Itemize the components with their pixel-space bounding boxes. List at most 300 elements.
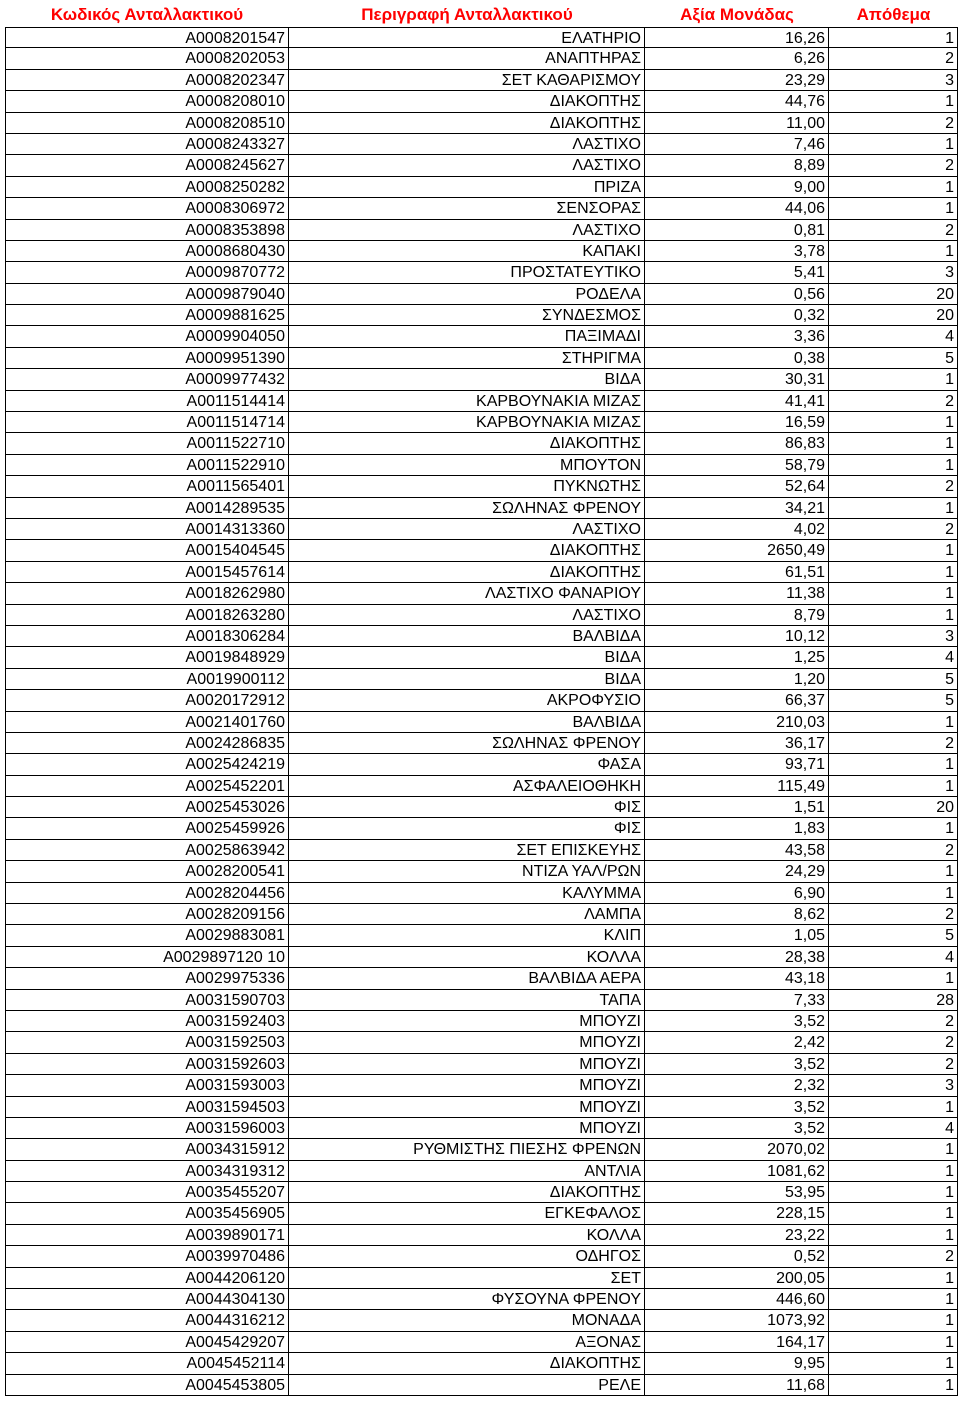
table-row (5, 1332, 958, 1353)
part-code-cell: A0018306284 (5, 626, 289, 647)
description-cell: ΚΟΛΛΑ (289, 947, 645, 968)
stock-cell: 1 (829, 583, 958, 604)
part-code-cell: A0009881625 (5, 305, 289, 326)
part-code-cell: A0044206120 (5, 1268, 289, 1289)
stock-cell: 2 (829, 476, 958, 497)
description-cell: ΔΙΑΚΟΠΤΗΣ (289, 113, 645, 134)
table-row (5, 369, 958, 390)
stock-cell: 1 (829, 1289, 958, 1310)
table-row (5, 134, 958, 155)
unit-price-cell: 16,26 (645, 27, 829, 48)
table-row (5, 647, 958, 668)
table-row (5, 840, 958, 861)
unit-price-cell: 2070,02 (645, 1139, 829, 1160)
stock-cell: 1 (829, 605, 958, 626)
table-row (5, 498, 958, 519)
part-code-cell: A0021401760 (5, 712, 289, 733)
part-code-cell: A0045429207 (5, 1332, 289, 1353)
header-part-description: Περιγραφή Ανταλλακτικού (361, 5, 573, 24)
part-code-cell: A0045453805 (5, 1375, 289, 1396)
description-cell: ΦΙΣ (289, 818, 645, 839)
table-body (5, 27, 958, 1396)
description-cell: ΣΩΛΗΝΑΣ ΦΡΕΝΟΥ (289, 498, 645, 519)
stock-cell: 1 (829, 198, 958, 219)
stock-cell: 1 (829, 177, 958, 198)
stock-cell: 2 (829, 391, 958, 412)
table-row (5, 818, 958, 839)
table-row (5, 48, 958, 69)
unit-price-cell: 24,29 (645, 861, 829, 882)
unit-price-cell: 1,25 (645, 647, 829, 668)
part-code-cell: A0018262980 (5, 583, 289, 604)
description-cell: ΜΠΟΥΖΙ (289, 1075, 645, 1096)
stock-cell: 1 (829, 1310, 958, 1331)
unit-price-cell: 115,49 (645, 776, 829, 797)
part-code-cell: A0014313360 (5, 519, 289, 540)
unit-price-cell: 8,89 (645, 155, 829, 176)
part-code-cell: A0035456905 (5, 1203, 289, 1224)
unit-price-cell: 7,46 (645, 134, 829, 155)
part-code-cell: A0008208510 (5, 113, 289, 134)
table-row (5, 968, 958, 989)
unit-price-cell: 11,68 (645, 1375, 829, 1396)
table-row (5, 348, 958, 369)
part-code-cell: A0009951390 (5, 348, 289, 369)
part-code-cell: A0008250282 (5, 177, 289, 198)
table-row (5, 1011, 958, 1032)
unit-price-cell: 228,15 (645, 1203, 829, 1224)
unit-price-cell: 2,42 (645, 1032, 829, 1053)
part-code-cell: A0011514714 (5, 412, 289, 433)
stock-cell: 2 (829, 1032, 958, 1053)
header-unit-price: Αξία Μονάδας (680, 5, 794, 24)
stock-cell: 2 (829, 1246, 958, 1267)
table-row (5, 113, 958, 134)
stock-cell: 1 (829, 883, 958, 904)
description-cell: ΛΑΣΤΙΧΟ (289, 220, 645, 241)
stock-cell: 1 (829, 562, 958, 583)
description-cell: ΔΙΑΚΟΠΤΗΣ (289, 562, 645, 583)
table-row (5, 1161, 958, 1182)
part-code-cell: A0014289535 (5, 498, 289, 519)
table-row (5, 198, 958, 219)
stock-cell: 3 (829, 1075, 958, 1096)
part-code-cell: A0009904050 (5, 326, 289, 347)
part-code-cell: A0011565401 (5, 476, 289, 497)
unit-price-cell: 93,71 (645, 754, 829, 775)
table-row (5, 284, 958, 305)
description-cell: ΒΙΔΑ (289, 369, 645, 390)
stock-cell: 1 (829, 1375, 958, 1396)
description-cell: ΑΚΡΟΦΥΣΙΟ (289, 690, 645, 711)
stock-cell: 2 (829, 220, 958, 241)
table-row (5, 947, 958, 968)
stock-cell: 1 (829, 1353, 958, 1374)
table-row (5, 925, 958, 946)
stock-cell: 1 (829, 712, 958, 733)
stock-cell: 1 (829, 91, 958, 112)
table-row (5, 690, 958, 711)
unit-price-cell: 1,83 (645, 818, 829, 839)
part-code-cell: A0034315912 (5, 1139, 289, 1160)
unit-price-cell: 3,52 (645, 1054, 829, 1075)
stock-cell: 5 (829, 669, 958, 690)
description-cell: ΒΑΛΒΙΔΑ (289, 712, 645, 733)
part-code-cell: A0034319312 (5, 1161, 289, 1182)
description-cell: ΒΙΔΑ (289, 669, 645, 690)
stock-cell: 4 (829, 947, 958, 968)
part-code-cell: A0025452201 (5, 776, 289, 797)
table-row (5, 1097, 958, 1118)
unit-price-cell: 3,52 (645, 1118, 829, 1139)
unit-price-cell: 23,22 (645, 1225, 829, 1246)
table-row (5, 583, 958, 604)
stock-cell: 1 (829, 1203, 958, 1224)
part-code-cell: A0031596003 (5, 1118, 289, 1139)
stock-cell: 1 (829, 1161, 958, 1182)
unit-price-cell: 44,76 (645, 91, 829, 112)
part-code-cell: A0045452114 (5, 1353, 289, 1374)
table-row (5, 733, 958, 754)
description-cell: ΒΙΔΑ (289, 647, 645, 668)
table-row (5, 754, 958, 775)
description-cell: ΜΠΟΥΤΟΝ (289, 455, 645, 476)
description-cell: ΛΑΜΠΑ (289, 904, 645, 925)
part-code-cell: A0008202053 (5, 48, 289, 69)
part-code-cell: A0008245627 (5, 155, 289, 176)
description-cell: ΑΝΤΛΙΑ (289, 1161, 645, 1182)
unit-price-cell: 86,83 (645, 433, 829, 454)
stock-cell: 1 (829, 861, 958, 882)
description-cell: ΛΑΣΤΙΧΟ (289, 155, 645, 176)
part-code-cell: A0009870772 (5, 262, 289, 283)
part-code-cell: A0011522710 (5, 433, 289, 454)
description-cell: ΜΟΝΑΔΑ (289, 1310, 645, 1331)
table-row (5, 540, 958, 561)
table-row (5, 861, 958, 882)
part-code-cell: A0028209156 (5, 904, 289, 925)
description-cell: ΣΕΤ ΚΑΘΑΡΙΣΜΟΥ (289, 70, 645, 91)
part-code-cell: A0025459926 (5, 818, 289, 839)
table-row (5, 1310, 958, 1331)
description-cell: ΛΑΣΤΙΧΟ (289, 605, 645, 626)
stock-cell: 1 (829, 1268, 958, 1289)
part-code-cell: A0028200541 (5, 861, 289, 882)
table-row (5, 433, 958, 454)
table-row (5, 519, 958, 540)
unit-price-cell: 41,41 (645, 391, 829, 412)
part-code-cell: A0031592403 (5, 1011, 289, 1032)
header-part-code: Κωδικός Ανταλλακτικού (50, 5, 244, 24)
header-stock: Απόθεμα (856, 5, 931, 24)
unit-price-cell: 8,62 (645, 904, 829, 925)
part-code-cell: A0044304130 (5, 1289, 289, 1310)
table-row (5, 990, 958, 1011)
table-row (5, 1225, 958, 1246)
stock-cell: 4 (829, 647, 958, 668)
stock-cell: 2 (829, 904, 958, 925)
part-code-cell: A0020172912 (5, 690, 289, 711)
description-cell: ΣΩΛΗΝΑΣ ΦΡΕΝΟΥ (289, 733, 645, 754)
part-code-cell: A0039890171 (5, 1225, 289, 1246)
description-cell: ΚΟΛΛΑ (289, 1225, 645, 1246)
table-row (5, 1075, 958, 1096)
stock-cell: 1 (829, 433, 958, 454)
unit-price-cell: 3,52 (645, 1011, 829, 1032)
unit-price-cell: 58,79 (645, 455, 829, 476)
table-row (5, 797, 958, 818)
part-code-cell: A0009977432 (5, 369, 289, 390)
unit-price-cell: 53,95 (645, 1182, 829, 1203)
part-code-cell: A0019848929 (5, 647, 289, 668)
table-row (5, 476, 958, 497)
description-cell: ΕΓΚΕΦΑΛΟΣ (289, 1203, 645, 1224)
unit-price-cell: 2650,49 (645, 540, 829, 561)
unit-price-cell: 43,18 (645, 968, 829, 989)
description-cell: ΒΑΛΒΙΔΑ (289, 626, 645, 647)
description-cell: ΑΣΦΑΛΕΙΟΘΗΚΗ (289, 776, 645, 797)
part-code-cell: A0015457614 (5, 562, 289, 583)
description-cell: ΣΕΝΣΟΡΑΣ (289, 198, 645, 219)
description-cell: ΦΥΣΟΥΝΑ ΦΡΕΝΟΥ (289, 1289, 645, 1310)
stock-cell: 1 (829, 540, 958, 561)
stock-cell: 1 (829, 241, 958, 262)
unit-price-cell: 30,31 (645, 369, 829, 390)
unit-price-cell: 44,06 (645, 198, 829, 219)
table-row (5, 776, 958, 797)
part-code-cell: A0019900112 (5, 669, 289, 690)
part-code-cell: A0028204456 (5, 883, 289, 904)
unit-price-cell: 0,52 (645, 1246, 829, 1267)
description-cell: ΠΥΚΝΩΤΗΣ (289, 476, 645, 497)
table-row (5, 1375, 958, 1396)
part-code-cell: A0008353898 (5, 220, 289, 241)
stock-cell: 1 (829, 1332, 958, 1353)
unit-price-cell: 3,36 (645, 326, 829, 347)
description-cell: ΤΑΠΑ (289, 990, 645, 1011)
description-cell: ΜΠΟΥΖΙ (289, 1097, 645, 1118)
description-cell: ΦΙΣ (289, 797, 645, 818)
description-cell: ΛΑΣΤΙΧΟ ΦΑΝΑΡΙΟΥ (289, 583, 645, 604)
unit-price-cell: 10,12 (645, 626, 829, 647)
stock-cell: 3 (829, 262, 958, 283)
table-row (5, 669, 958, 690)
stock-cell: 2 (829, 519, 958, 540)
description-cell: ΚΑΡΒΟΥΝΑΚΙΑ ΜΙΖΑΣ (289, 412, 645, 433)
table-header (5, 3, 958, 27)
description-cell: ΜΠΟΥΖΙ (289, 1032, 645, 1053)
unit-price-cell: 1081,62 (645, 1161, 829, 1182)
part-code-cell: A0031592603 (5, 1054, 289, 1075)
table-row (5, 241, 958, 262)
description-cell: ΚΑΛΥΜΜΑ (289, 883, 645, 904)
unit-price-cell: 3,78 (645, 241, 829, 262)
table-row (5, 412, 958, 433)
description-cell: ΔΙΑΚΟΠΤΗΣ (289, 540, 645, 561)
unit-price-cell: 446,60 (645, 1289, 829, 1310)
unit-price-cell: 0,32 (645, 305, 829, 326)
unit-price-cell: 2,32 (645, 1075, 829, 1096)
unit-price-cell: 4,02 (645, 519, 829, 540)
stock-cell: 5 (829, 925, 958, 946)
unit-price-cell: 164,17 (645, 1332, 829, 1353)
table-row (5, 177, 958, 198)
unit-price-cell: 0,38 (645, 348, 829, 369)
stock-cell: 1 (829, 1139, 958, 1160)
stock-cell: 1 (829, 1182, 958, 1203)
parts-table (5, 3, 958, 1396)
description-cell: ΚΑΠΑΚΙ (289, 241, 645, 262)
stock-cell: 1 (829, 968, 958, 989)
table-row (5, 626, 958, 647)
unit-price-cell: 11,38 (645, 583, 829, 604)
stock-cell: 3 (829, 70, 958, 91)
stock-cell: 1 (829, 1225, 958, 1246)
part-code-cell: A0029897120 10 (5, 947, 289, 968)
table-row (5, 1032, 958, 1053)
part-code-cell: A0008201547 (5, 27, 289, 48)
part-code-cell: A0025863942 (5, 840, 289, 861)
part-code-cell: A0011514414 (5, 391, 289, 412)
stock-cell: 1 (829, 134, 958, 155)
stock-cell: 2 (829, 1011, 958, 1032)
description-cell: ΛΑΣΤΙΧΟ (289, 134, 645, 155)
stock-cell: 3 (829, 626, 958, 647)
description-cell: ΔΙΑΚΟΠΤΗΣ (289, 91, 645, 112)
table-row (5, 1268, 958, 1289)
unit-price-cell: 1,05 (645, 925, 829, 946)
table-row (5, 605, 958, 626)
table-row (5, 712, 958, 733)
table-row (5, 883, 958, 904)
description-cell: ΚΑΡΒΟΥΝΑΚΙΑ ΜΙΖΑΣ (289, 391, 645, 412)
stock-cell: 1 (829, 498, 958, 519)
table-row (5, 1246, 958, 1267)
table-row (5, 91, 958, 112)
unit-price-cell: 16,59 (645, 412, 829, 433)
part-code-cell: A0008202347 (5, 70, 289, 91)
table-row (5, 1289, 958, 1310)
unit-price-cell: 34,21 (645, 498, 829, 519)
stock-cell: 2 (829, 48, 958, 69)
unit-price-cell: 9,95 (645, 1353, 829, 1374)
unit-price-cell: 210,03 (645, 712, 829, 733)
part-code-cell: A0008208010 (5, 91, 289, 112)
description-cell: ΒΑΛΒΙΔΑ ΑΕΡΑ (289, 968, 645, 989)
part-code-cell: A0031592503 (5, 1032, 289, 1053)
part-code-cell: A0008243327 (5, 134, 289, 155)
table-row (5, 562, 958, 583)
table-row (5, 220, 958, 241)
unit-price-cell: 200,05 (645, 1268, 829, 1289)
stock-cell: 1 (829, 369, 958, 390)
description-cell: ΣΕΤ ΕΠΙΣΚΕΥΗΣ (289, 840, 645, 861)
part-code-cell: A0015404545 (5, 540, 289, 561)
stock-cell: 1 (829, 455, 958, 476)
table-row (5, 155, 958, 176)
unit-price-cell: 1,51 (645, 797, 829, 818)
description-cell: ΟΔΗΓΟΣ (289, 1246, 645, 1267)
table-row (5, 904, 958, 925)
description-cell: ΡΥΘΜΙΣΤΗΣ ΠΙΕΣΗΣ ΦΡΕΝΩΝ (289, 1139, 645, 1160)
description-cell: ΔΙΑΚΟΠΤΗΣ (289, 1353, 645, 1374)
part-code-cell: A0011522910 (5, 455, 289, 476)
description-cell: ΝΤΙΖΑ ΥΑΛ/ΡΩΝ (289, 861, 645, 882)
description-cell: ΑΞΟΝΑΣ (289, 1332, 645, 1353)
stock-cell: 20 (829, 305, 958, 326)
unit-price-cell: 11,00 (645, 113, 829, 134)
description-cell: ΜΠΟΥΖΙ (289, 1118, 645, 1139)
unit-price-cell: 23,29 (645, 70, 829, 91)
description-cell: ΔΙΑΚΟΠΤΗΣ (289, 433, 645, 454)
table-row (5, 455, 958, 476)
part-code-cell: A0039970486 (5, 1246, 289, 1267)
unit-price-cell: 43,58 (645, 840, 829, 861)
description-cell: ΜΠΟΥΖΙ (289, 1054, 645, 1075)
part-code-cell: A0008680430 (5, 241, 289, 262)
part-code-cell: A0035455207 (5, 1182, 289, 1203)
part-code-cell: A0024286835 (5, 733, 289, 754)
unit-price-cell: 28,38 (645, 947, 829, 968)
description-cell: ΠΑΞΙΜΑΔΙ (289, 326, 645, 347)
stock-cell: 1 (829, 412, 958, 433)
stock-cell: 2 (829, 1054, 958, 1075)
part-code-cell: A0025453026 (5, 797, 289, 818)
table-row (5, 1118, 958, 1139)
description-cell: ΛΑΣΤΙΧΟ (289, 519, 645, 540)
unit-price-cell: 6,26 (645, 48, 829, 69)
description-cell: ΚΛΙΠ (289, 925, 645, 946)
unit-price-cell: 0,81 (645, 220, 829, 241)
description-cell: ΠΡΟΣΤΑΤΕΥΤΙΚΟ (289, 262, 645, 283)
stock-cell: 5 (829, 348, 958, 369)
stock-cell: 4 (829, 1118, 958, 1139)
unit-price-cell: 8,79 (645, 605, 829, 626)
unit-price-cell: 61,51 (645, 562, 829, 583)
unit-price-cell: 7,33 (645, 990, 829, 1011)
part-code-cell: A0044316212 (5, 1310, 289, 1331)
description-cell: ΑΝΑΠΤΗΡΑΣ (289, 48, 645, 69)
part-code-cell: A0029883081 (5, 925, 289, 946)
unit-price-cell: 52,64 (645, 476, 829, 497)
table-row (5, 1182, 958, 1203)
table-row (5, 1203, 958, 1224)
unit-price-cell: 6,90 (645, 883, 829, 904)
part-code-cell: A0031590703 (5, 990, 289, 1011)
table-row (5, 391, 958, 412)
part-code-cell: A0025424219 (5, 754, 289, 775)
unit-price-cell: 1073,92 (645, 1310, 829, 1331)
part-code-cell: A0009879040 (5, 284, 289, 305)
description-cell: ΣΥΝΔΕΣΜΟΣ (289, 305, 645, 326)
description-cell: ΡΕΛΕ (289, 1375, 645, 1396)
description-cell: ΣΤΗΡΙΓΜΑ (289, 348, 645, 369)
table-row (5, 27, 958, 48)
table-row (5, 1353, 958, 1374)
unit-price-cell: 5,41 (645, 262, 829, 283)
stock-cell: 5 (829, 690, 958, 711)
unit-price-cell: 9,00 (645, 177, 829, 198)
part-code-cell: A0031593003 (5, 1075, 289, 1096)
description-cell: ΕΛΑΤΗΡΙΟ (289, 27, 645, 48)
stock-cell: 2 (829, 113, 958, 134)
stock-cell: 2 (829, 733, 958, 754)
unit-price-cell: 66,37 (645, 690, 829, 711)
table-row (5, 305, 958, 326)
table-row (5, 326, 958, 347)
stock-cell: 1 (829, 776, 958, 797)
unit-price-cell: 1,20 (645, 669, 829, 690)
